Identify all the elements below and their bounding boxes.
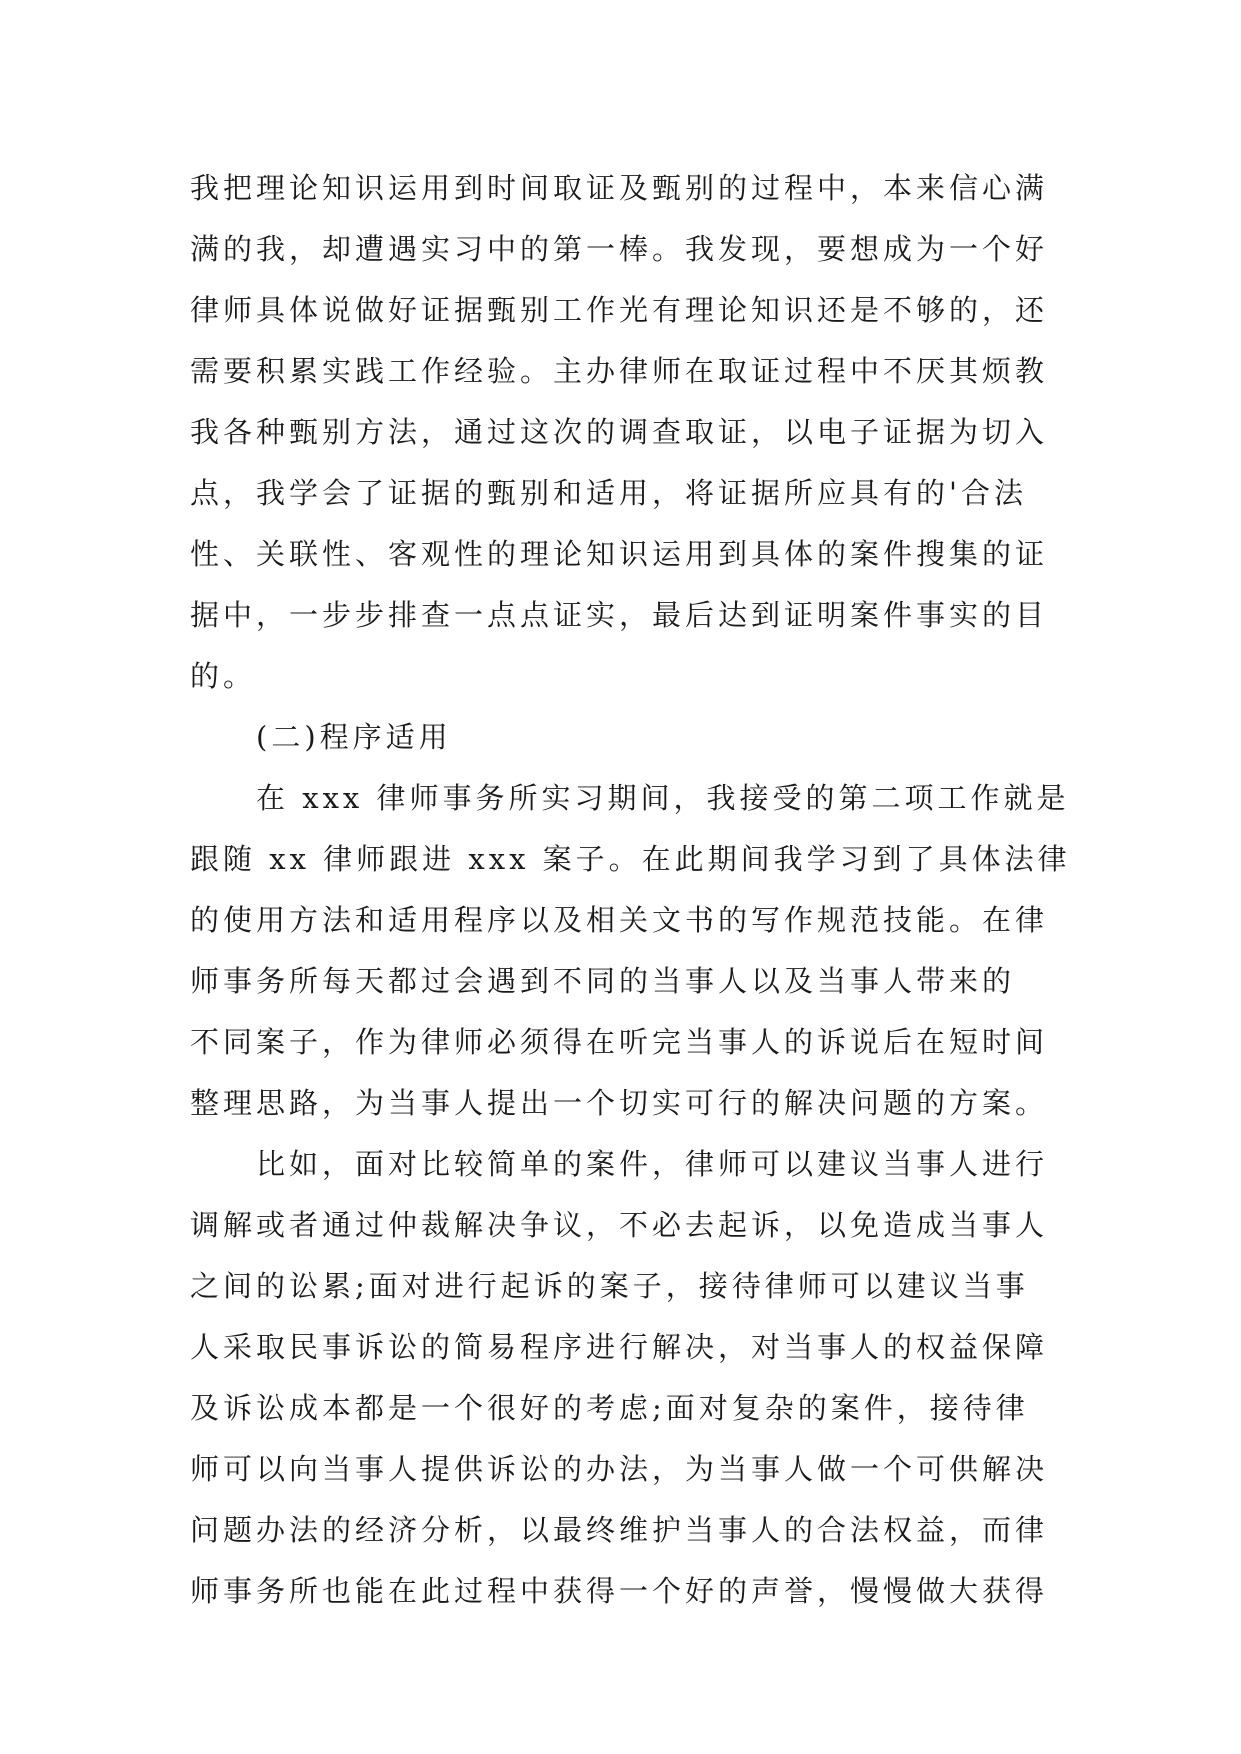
document-body [190,158,1070,1622]
text-line: 之间的讼累;面对进行起诉的案子，接待律师可以建议当事 [190,1269,1029,1303]
text-line: 点，我学会了证据的甄别和适用，将证据所应具有的'合法 [190,476,1027,510]
text-line: 据中，一步步排查一点点证实，最后达到证明案件事实的目 [190,598,1049,632]
text-line: 调解或者通过仲裁解决争议，不必去起诉，以免造成当事人 [190,1208,1049,1242]
text-line: 律师具体说做好证据甄别工作光有理论知识还是不够的，还 [190,293,1049,327]
text-line: 比如，面对比较简单的案件，律师可以建议当事人进行 [256,1147,1049,1181]
text-line: 跟随 xx 律师跟进 xxx 案子。在此期间我学习到了具体法律 [190,842,1071,876]
text-line: 性、关联性、客观性的理论知识运用到具体的案件搜集的证 [190,537,1049,571]
text-line: 满的我，却遭遇实习中的第一棒。我发现，要想成为一个好 [190,232,1049,266]
text-line: 师可以向当事人提供诉讼的办法，为当事人做一个可供解决 [190,1452,1049,1486]
text-line: 整理思路，为当事人提出一个切实可行的解决问题的方案。 [190,1086,1049,1120]
text-line: 的使用方法和适用程序以及相关文书的写作规范技能。在律 [190,903,1049,937]
text-line: 的。 [190,659,257,693]
text-line: 师事务所也能在此过程中获得一个好的声誉，慢慢做大获得 [190,1574,1049,1608]
text-line: 人采取民事诉讼的简易程序进行解决，对当事人的权益保障 [190,1330,1049,1364]
text-line: 需要积累实践工作经验。主办律师在取证过程中不厌其烦教 [190,354,1049,388]
text-line: 我把理论知识运用到时间取证及甄别的过程中，本来信心满 [190,171,1049,205]
text-line: 不同案子，作为律师必须得在听完当事人的诉说后在短时间 [190,1025,1049,1059]
text-line: 我各种甄别方法，通过这次的调查取证，以电子证据为切入 [190,415,1049,449]
text-line: 在 xxx 律师事务所实习期间，我接受的第二项工作就是 [256,781,1070,815]
text-line: 师事务所每天都过会遇到不同的当事人以及当事人带来的 [190,964,1016,998]
text-line: 问题办法的经济分析，以最终维护当事人的合法权益，而律 [190,1513,1049,1547]
section-heading: (二)程序适用 [256,720,452,754]
text-line: 及诉讼成本都是一个很好的考虑;面对复杂的案件，接待律 [190,1391,1029,1425]
